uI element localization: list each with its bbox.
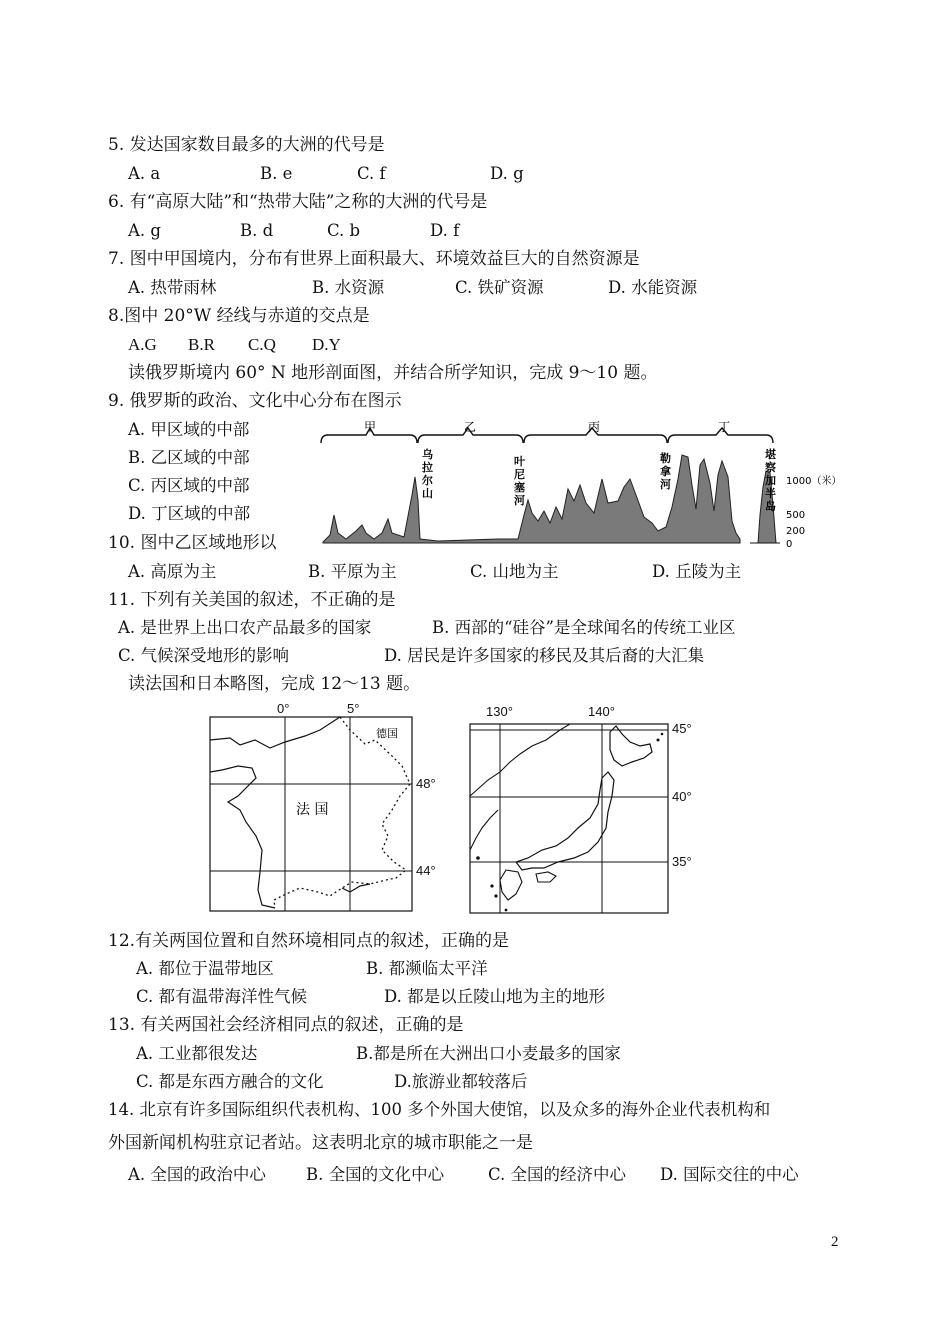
scale-1000: 1000（米） <box>786 476 842 487</box>
scale-0: 0 <box>786 539 793 550</box>
q11-option-b: B. 西部的“硅谷”是全球闻名的传统工业区 <box>432 618 736 637</box>
q8-option-b: B.R <box>188 335 215 354</box>
q6-stem: 6. 有“高原大陆”和“热带大陆”之称的大洲的代号是 <box>108 192 488 212</box>
germany-label: 德国 <box>376 727 398 740</box>
q8-option-d: D.Y <box>312 335 341 354</box>
region-jia: 甲 <box>364 420 377 434</box>
q8-option-a: A.G <box>128 335 157 354</box>
japan-lat-40: 40° <box>672 789 692 804</box>
kamchatka-label-2: 察 <box>765 461 776 474</box>
france-lon-5: 5° <box>347 701 360 716</box>
urals-label-4: 山 <box>422 487 433 500</box>
lena-label-1: 勒 <box>660 452 671 465</box>
yenisei-label-4: 河 <box>514 494 525 507</box>
page-number: 2 <box>831 1234 839 1250</box>
q9-option-d: D. 丁区域的中部 <box>128 504 251 523</box>
q14-option-a: A. 全国的政治中心 <box>128 1165 266 1184</box>
kamchatka-label-4: 半 <box>765 487 776 500</box>
honshu <box>516 772 614 870</box>
q6-option-a: A. g <box>128 221 161 240</box>
q5-option-b: B. e <box>260 164 293 183</box>
russia-profile-figure <box>318 415 858 555</box>
q5-option-a: A. a <box>128 164 161 183</box>
q13-option-a: A. 工业都很发达 <box>136 1044 258 1063</box>
q9-option-a: A. 甲区域的中部 <box>128 420 250 439</box>
asia-coastline <box>470 724 570 850</box>
q6-option-c: C. b <box>327 221 361 240</box>
q13-stem: 13. 有关两国社会经济相同点的叙述，正确的是 <box>108 1015 464 1035</box>
kamchatka-label-3: 加 <box>765 474 776 487</box>
q10-stem: 10. 图中乙区域地形以 <box>108 533 277 553</box>
q13-option-b: B.都是所在大洲出口小麦最多的国家 <box>356 1044 621 1063</box>
urals-label-1: 乌 <box>422 448 433 461</box>
region-bing: 丙 <box>588 420 601 434</box>
q8-stem: 8.图中 20°W 经线与赤道的交点是 <box>108 306 370 326</box>
france-map <box>200 700 450 915</box>
q6-option-d: D. f <box>430 221 460 240</box>
france-country-label: 法 国 <box>296 802 329 818</box>
scale-500: 500 <box>786 510 806 521</box>
q9-option-c: C. 丙区域的中部 <box>128 476 250 495</box>
q10-option-a: A. 高原为主 <box>128 562 217 581</box>
q12-option-a: A. 都位于温带地区 <box>136 959 274 978</box>
urals-label-2: 拉 <box>422 461 433 474</box>
yenisei-label-2: 尼 <box>514 468 525 481</box>
lena-label-3: 河 <box>660 478 671 491</box>
q8-option-c: C.Q <box>248 335 276 354</box>
scale-200: 200 <box>786 526 806 537</box>
q5-option-d: D. g <box>490 164 524 183</box>
q14-option-c: C. 全国的经济中心 <box>488 1165 627 1184</box>
japan-lat-45: 45° <box>672 721 692 736</box>
q12-option-b: B. 都濒临太平洋 <box>366 959 488 978</box>
kamchatka-label-1: 堪 <box>765 448 776 461</box>
kyushu <box>500 870 522 900</box>
japan-lon-140: 140° <box>588 704 615 719</box>
lena-label-2: 拿 <box>660 465 671 478</box>
q7-option-c: C. 铁矿资源 <box>455 278 544 297</box>
q14-stem-line-1: 14. 北京有许多国际组织代表机构、100 多个外国大使馆，以及众多的海外企业代表机构和 <box>108 1100 771 1119</box>
q13-option-c: C. 都是东西方融合的文化 <box>136 1072 324 1091</box>
q7-option-d: D. 水能资源 <box>608 278 698 297</box>
q10-option-b: B. 平原为主 <box>308 562 397 581</box>
intro-9-10: 读俄罗斯境内 60° N 地形剖面图，并结合所学知识，完成 9～10 题。 <box>128 363 658 383</box>
japan-lon-130: 130° <box>486 704 513 719</box>
q12-option-c: C. 都有温带海洋性气候 <box>136 987 308 1006</box>
region-ding: 丁 <box>718 420 731 434</box>
q9-option-b: B. 乙区域的中部 <box>128 448 250 467</box>
terrain-profile <box>323 455 740 543</box>
q5-option-c: C. f <box>357 164 386 183</box>
japan-lat-35: 35° <box>672 854 692 869</box>
france-lat-48: 48° <box>416 776 436 791</box>
q6-option-b: B. d <box>240 221 274 240</box>
q13-option-d: D.旅游业都较落后 <box>394 1072 528 1091</box>
q10-option-c: C. 山地为主 <box>470 562 559 581</box>
q12-stem: 12.有关两国位置和自然环境相同点的叙述，正确的是 <box>108 931 510 951</box>
q5-stem: 5. 发达国家数目最多的大洲的代号是 <box>108 135 385 155</box>
region-yi: 乙 <box>464 420 477 434</box>
yenisei-label-1: 叶 <box>514 455 525 468</box>
q14-stem-line-2: 外国新闻机构驻京记者站。这表明北京的城市职能之一是 <box>108 1133 533 1153</box>
shikoku <box>536 872 556 882</box>
q11-stem: 11. 下列有关美国的叙述，不正确的是 <box>108 590 396 610</box>
france-lat-44: 44° <box>416 863 436 878</box>
q10-option-d: D. 丘陵为主 <box>652 562 742 581</box>
q12-option-d: D. 都是以丘陵山地为主的地形 <box>384 987 606 1006</box>
hokkaido <box>610 726 652 766</box>
q7-stem: 7. 图中甲国境内，分布有世界上面积最大、环境效益巨大的自然资源是 <box>108 249 640 269</box>
q14-option-b: B. 全国的文化中心 <box>306 1165 445 1184</box>
q7-option-a: A. 热带雨林 <box>128 278 217 297</box>
france-border <box>274 717 410 908</box>
france-lon-0: 0° <box>277 701 290 716</box>
urals-label-3: 尔 <box>422 474 433 487</box>
kamchatka-label-5: 岛 <box>765 500 776 513</box>
q11-option-c: C. 气候深受地形的影响 <box>118 646 290 665</box>
q11-option-a: A. 是世界上出口农产品最多的国家 <box>118 618 372 637</box>
japan-map <box>460 700 700 915</box>
q14-option-d: D. 国际交往的中心 <box>660 1165 799 1184</box>
q9-stem: 9. 俄罗斯的政治、文化中心分布在图示 <box>108 391 402 411</box>
q7-option-b: B. 水资源 <box>312 278 385 297</box>
intro-12-13: 读法国和日本略图，完成 12～13 题。 <box>128 674 421 694</box>
yenisei-label-3: 塞 <box>514 481 525 494</box>
q11-option-d: D. 居民是许多国家的移民及其后裔的大汇集 <box>384 646 705 665</box>
